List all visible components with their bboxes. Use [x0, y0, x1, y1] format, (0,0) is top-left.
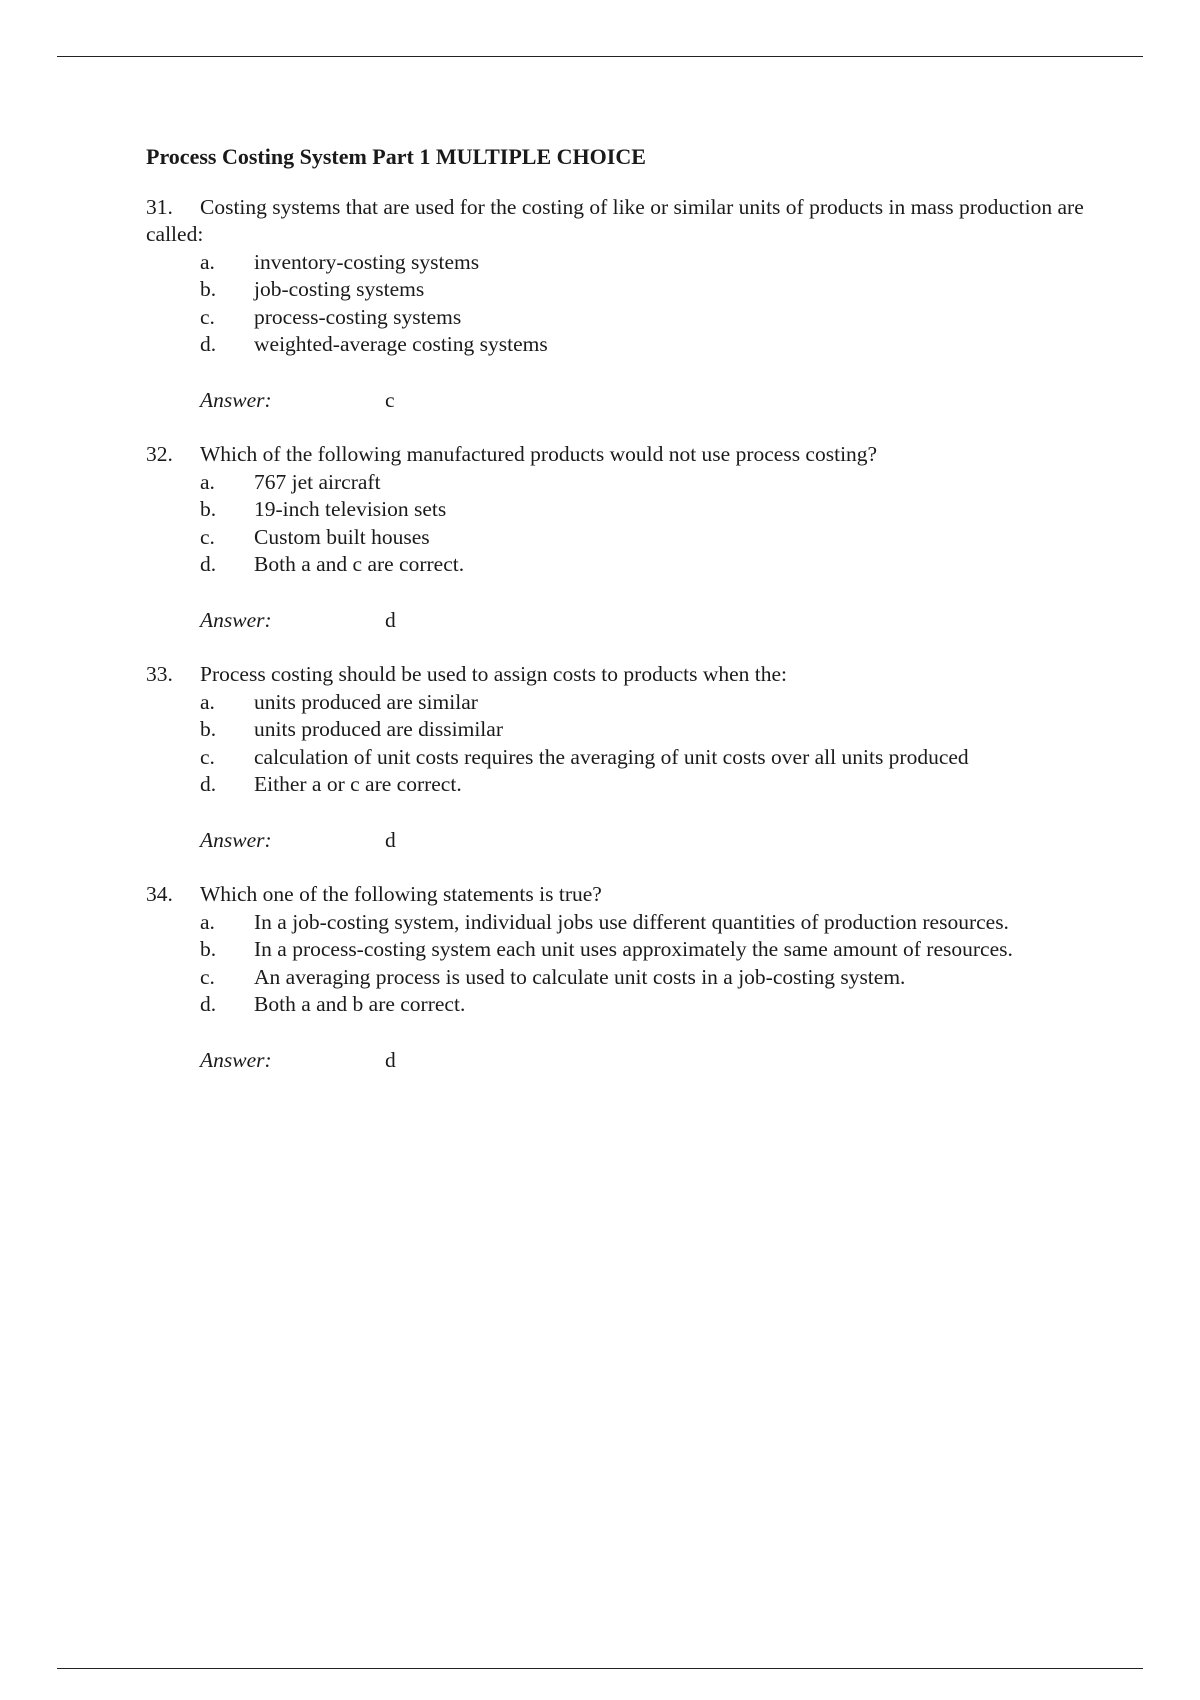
- option-text: job-costing systems: [254, 277, 425, 301]
- option-d: [146, 991, 1146, 1019]
- question-stem: [146, 194, 1146, 249]
- option-b: [146, 716, 1146, 744]
- option-c: [146, 524, 1146, 552]
- question-text: Process costing should be used to assign costs to products when the:: [200, 662, 788, 686]
- option-text: In a job-costing system, individual jobs use different quantities of production resources.: [254, 909, 1009, 934]
- option-text: Both a and c are correct.: [254, 552, 465, 576]
- option-b: [146, 936, 1146, 964]
- option-letter: c.: [200, 744, 215, 769]
- option-a: [146, 249, 1146, 277]
- bottom-rule: [57, 1668, 1143, 1669]
- page-title: Process Costing System Part 1 MULTIPLE CHOICE: [146, 144, 646, 169]
- option-a: [146, 689, 1146, 717]
- answer-line: Answer: c: [146, 387, 1146, 415]
- option-text: inventory-costing systems: [254, 249, 480, 274]
- option-text: Custom built houses: [254, 524, 430, 549]
- option-a: [146, 469, 1146, 497]
- answer-label: Answer: [200, 607, 265, 632]
- option-d: [146, 771, 1146, 799]
- question-number: 32.: [146, 442, 173, 466]
- option-c: [146, 964, 1146, 992]
- option-letter: d.: [200, 552, 217, 576]
- option-letter: c.: [200, 524, 215, 549]
- answer-line: Answer: d: [146, 1047, 1146, 1075]
- question-text: Which of the following manufactured products would not use process costing?: [200, 442, 878, 466]
- question-32: [146, 441, 1146, 634]
- answer-line: Answer: d: [146, 827, 1146, 855]
- option-a: [146, 909, 1146, 937]
- question-text: Which one of the following statements is true?: [200, 882, 602, 906]
- option-letter: d.: [200, 992, 217, 1016]
- option-text: process-costing systems: [254, 304, 462, 329]
- answer-value: d: [385, 607, 396, 632]
- option-text: units produced are dissimilar: [254, 717, 503, 741]
- option-letter: c.: [200, 964, 215, 989]
- option-letter: c.: [200, 304, 215, 329]
- option-letter: a.: [200, 689, 215, 714]
- option-letter: b.: [200, 277, 217, 301]
- question-stem: [146, 441, 1146, 469]
- option-text: weighted-average costing systems: [254, 332, 548, 356]
- option-letter: a.: [200, 469, 215, 494]
- question-number: 33.: [146, 662, 173, 686]
- answer-value: d: [385, 1047, 396, 1072]
- option-letter: d.: [200, 772, 217, 796]
- option-text: Both a and b are correct.: [254, 992, 466, 1016]
- option-letter: d.: [200, 332, 217, 356]
- option-letter: b.: [200, 937, 217, 961]
- answer-label: Answer: [200, 387, 265, 412]
- answer-label: Answer: [200, 827, 265, 852]
- question-stem: [146, 661, 1146, 689]
- answer-label: Answer: [200, 1047, 265, 1072]
- question-stem: [146, 881, 1146, 909]
- option-text: 767 jet aircraft: [254, 469, 381, 494]
- option-text: 19-inch television sets: [254, 497, 447, 521]
- option-text: In a process-costing system each unit uses approximately the same amount of resources.: [254, 937, 1013, 961]
- question-31: [146, 194, 1146, 415]
- option-d: [146, 331, 1146, 359]
- option-d: [146, 551, 1146, 579]
- question-number: 34.: [146, 882, 173, 906]
- option-text: calculation of unit costs requires the averaging of unit costs over all units produced: [254, 744, 969, 769]
- option-b: [146, 276, 1146, 304]
- option-b: [146, 496, 1146, 524]
- option-letter: b.: [200, 717, 217, 741]
- answer-line: Answer: d: [146, 607, 1146, 635]
- document-body: [146, 143, 1146, 1101]
- option-text: Either a or c are correct.: [254, 772, 462, 796]
- option-letter: a.: [200, 909, 215, 934]
- answer-value: c: [385, 387, 395, 412]
- option-c: [146, 744, 1146, 772]
- question-number: 31.: [146, 194, 173, 219]
- top-rule: [57, 56, 1143, 57]
- question-33: [146, 661, 1146, 854]
- question-text: Costing systems that are used for the costing of like or similar units of products in mass production are called:: [146, 194, 1084, 246]
- option-text: units produced are similar: [254, 689, 478, 714]
- option-c: [146, 304, 1146, 332]
- option-letter: b.: [200, 497, 217, 521]
- option-letter: a.: [200, 249, 215, 274]
- question-34: [146, 881, 1146, 1074]
- answer-value: d: [385, 827, 396, 852]
- option-text: An averaging process is used to calculate unit costs in a job-costing system.: [254, 964, 906, 989]
